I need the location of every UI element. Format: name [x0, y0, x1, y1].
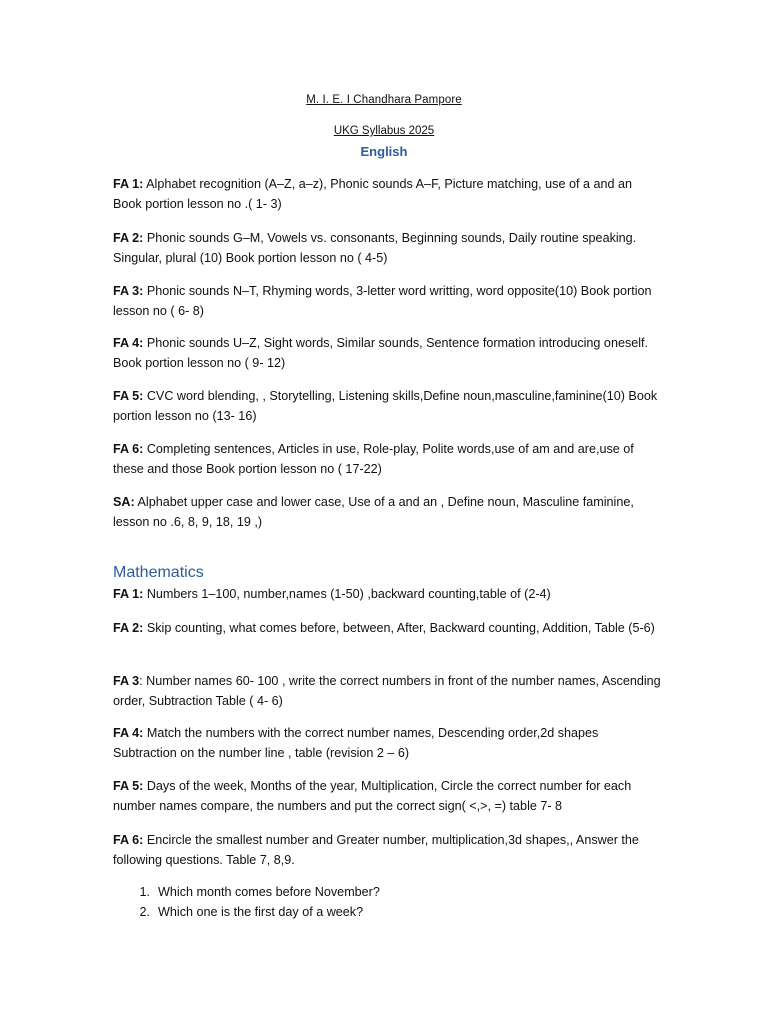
math-fa4 [113, 723, 661, 763]
entry-label: FA 4: [113, 336, 144, 350]
math-fa6 [113, 830, 661, 870]
math-fa2 [113, 618, 661, 638]
math-fa5 [113, 776, 661, 816]
english-fa3 [113, 281, 661, 321]
entry-text: Phonic sounds G–M, Vowels vs. consonants, Beginning sounds, Daily routine speaking. Singular, plural (10) Book portion lesson no ( 4-5) [113, 231, 637, 265]
entry-text: Alphabet recognition (A–Z, a–z), Phonic sounds A–F, Picture matching, use of a and an Book portion lesson no .( 1- 3) [113, 177, 632, 211]
entry-label: FA 5: [113, 389, 144, 403]
entry-text: Encircle the smallest number and Greater number, multiplication,3d shapes,, Answer the following questions. Table 7, 8,9. [113, 833, 639, 867]
english-fa2 [113, 228, 661, 268]
entry-text: Phonic sounds N–T, Rhyming words, 3-letter word writting, word opposite(10) Book portion lesson no ( 6- 8) [113, 284, 652, 318]
list-number: 1. [139, 885, 150, 899]
entry-text: CVC word blending, , Storytelling, Listening skills,Define noun,masculine,faminine(10) Book portion lesson no (13- 16) [113, 389, 658, 423]
syllabus-title: UKG Syllabus 2025 [333, 125, 435, 137]
entry-label: FA 3: [113, 284, 144, 298]
list-number: 2. [139, 905, 150, 919]
entry-text: Match the numbers with the correct number names, Descending order,2d shapes Subtraction on the number line , table (revision 2 – 6) [113, 726, 599, 760]
mathematics-section-heading: Mathematics [113, 564, 204, 581]
list-text: Which month comes before November? [158, 885, 380, 899]
entry-text: Completing sentences, Articles in use, Role-play, Polite words,use of am and are,use of these and those Book portion lesson no ( 17-22) [113, 442, 634, 476]
entry-label: FA 4: [113, 726, 144, 740]
list-text: Which one is the first day of a week? [158, 905, 364, 919]
entry-label: FA 1: [113, 177, 144, 191]
english-fa4 [113, 333, 661, 373]
entry-label: FA 1: [113, 587, 144, 601]
entry-label: FA 3 [113, 674, 140, 688]
entry-text: Phonic sounds U–Z, Sight words, Similar sounds, Sentence formation introducing oneself. Book portion lesson no ( 9- 12) [113, 336, 649, 370]
entry-text: Alphabet upper case and lower case, Use of a and an , Define noun, Masculine faminine, lesson no .6, 8, 9, 18, 19 ,) [113, 495, 634, 529]
list-item [113, 882, 661, 902]
entry-label: SA: [113, 495, 135, 509]
entry-label: FA 2: [113, 621, 144, 635]
entry-text: Skip counting, what comes before, between, After, Backward counting, Addition, Table (5-6) [143, 621, 655, 635]
english-section-heading: English [360, 144, 408, 159]
questions-list [113, 882, 661, 922]
english-fa1 [113, 174, 661, 214]
entry-label: FA 6: [113, 833, 144, 847]
list-item [113, 902, 661, 922]
entry-text: : Number names 60- 100 , write the correct numbers in front of the number names, Ascending order, Subtraction Table ( 4- 6) [113, 674, 661, 708]
entry-text: Numbers 1–100, number,names (1-50) ,backward counting,table of (2-4) [143, 587, 551, 601]
math-fa1 [113, 584, 661, 604]
entry-label: FA 5: [113, 779, 144, 793]
math-fa3 [113, 671, 661, 711]
school-name: M. I. E. I Chandhara Pampore [306, 94, 462, 106]
entry-label: FA 6: [113, 442, 144, 456]
english-sa [113, 492, 661, 532]
english-fa5 [113, 386, 661, 426]
entry-text: Days of the week, Months of the year, Multiplication, Circle the correct number for each number names compare, the numbers and put the correct sign( <,>, =) table 7- 8 [113, 779, 632, 813]
entry-label: FA 2: [113, 231, 144, 245]
english-fa6 [113, 439, 661, 479]
